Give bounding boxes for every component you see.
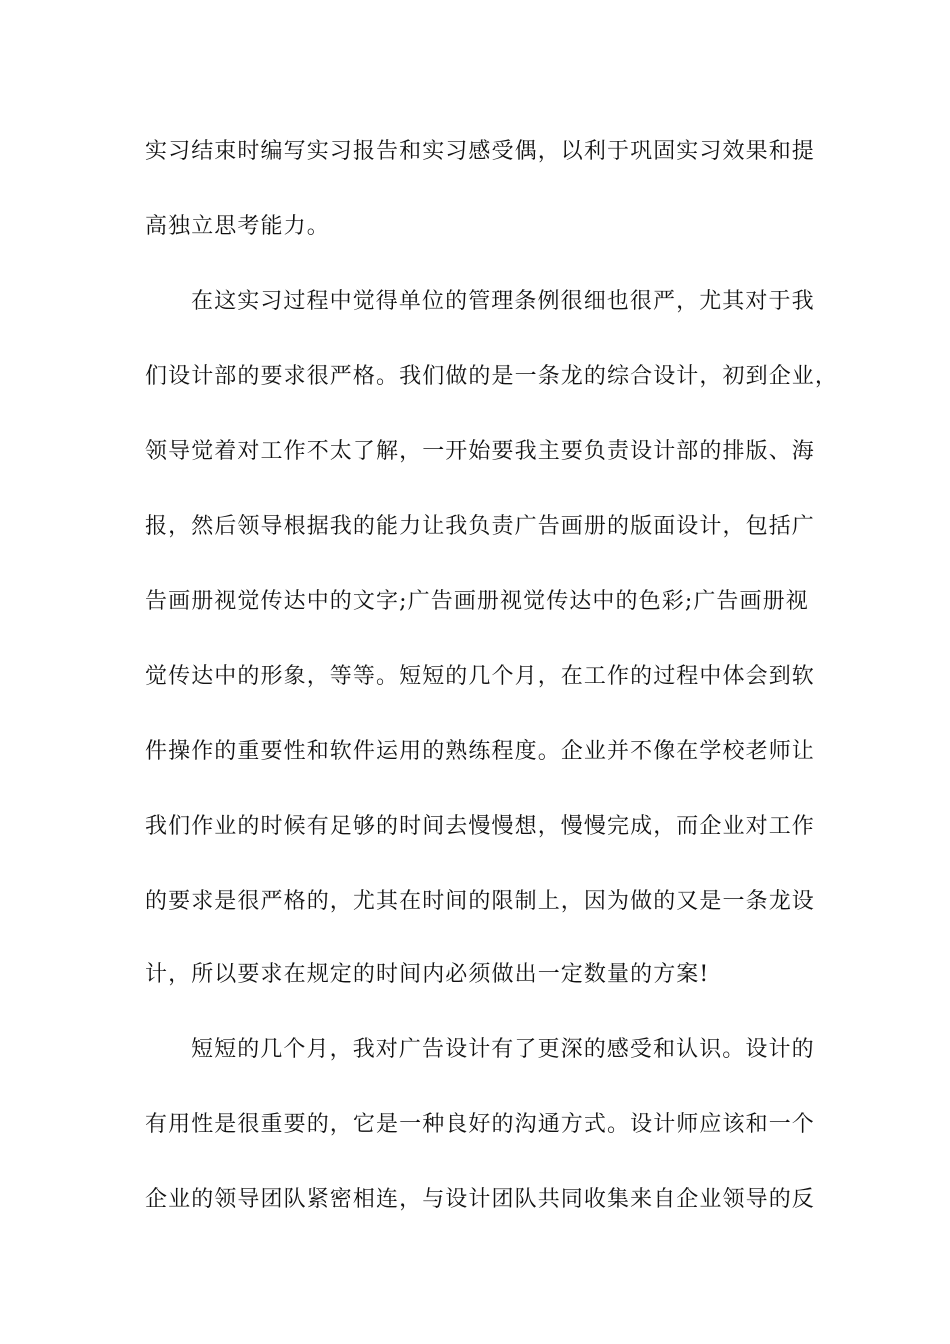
paragraph-first-line: 在这实习过程中觉得单位的管理条例很细也很严，尤其对于我 [191,289,815,314]
text-line: 的要求是很严格的，尤其在时间的限制上，因为做的又是一条龙设 [145,889,815,914]
text-line: 报，然后领导根据我的能力让我负责广告画册的版面设计，包括广 [145,514,815,539]
text-line: 有用性是很重要的，它是一种良好的沟通方式。设计师应该和一个 [145,1112,815,1137]
text-line: 告画册视觉传达中的文字;广告画册视觉传达中的色彩;广告画册视 [145,589,809,614]
text-line: 高独立思考能力。 [145,214,330,239]
text-line: 件操作的重要性和软件运用的熟练程度。企业并不像在学校老师让 [145,739,815,764]
text-line: 们设计部的要求很严格。我们做的是一条龙的综合设计，初到企业， [145,364,839,389]
text-line: 企业的领导团队紧密相连，与设计团队共同收集来自企业领导的反 [145,1187,815,1212]
text-line: 计，所以要求在规定的时间内必须做出一定数量的方案! [145,962,710,987]
text-line: 觉传达中的形象，等等。短短的几个月，在工作的过程中体会到软 [145,664,815,689]
text-line: 我们作业的时候有足够的时间去慢慢想，慢慢完成，而企业对工作 [145,814,815,839]
paragraph-first-line: 短短的几个月，我对广告设计有了更深的感受和认识。设计的 [191,1037,815,1062]
text-line: 领导觉着对工作不太了解，一开始要我主要负责设计部的排版、海 [145,439,815,464]
text-line: 实习结束时编写实习报告和实习感受偶，以利于巩固实习效果和提 [145,139,815,164]
